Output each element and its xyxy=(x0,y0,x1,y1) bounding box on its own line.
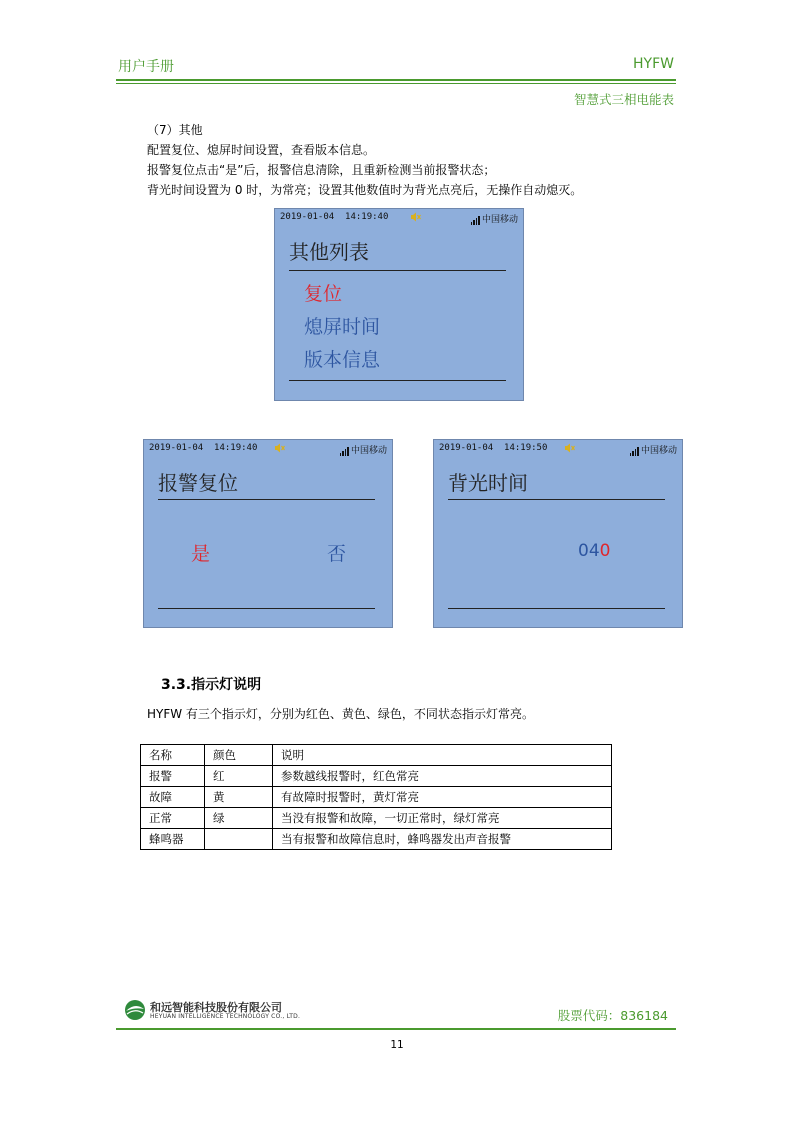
screen-backlight-time xyxy=(433,439,683,628)
table-cell: 参数越线报警时，红色常亮 xyxy=(273,766,612,787)
page-number: 11 xyxy=(390,1039,404,1051)
header-subtitle: 智慧式三相电能表 xyxy=(573,92,674,107)
screen-alarm-reset xyxy=(143,439,393,628)
option-yes[interactable]: 是 xyxy=(191,543,211,565)
section7-heading: （7）其他 xyxy=(147,123,203,137)
company-name-en: HEYUAN INTELLIGENCE TECHNOLOGY CO., LTD. xyxy=(150,1013,301,1020)
mute-icon xyxy=(564,442,576,454)
section7-line-1: 配置复位、熄屏时间设置，查看版本信息。 xyxy=(147,143,376,157)
signal-icon xyxy=(340,446,350,456)
screen-title-rule xyxy=(448,499,665,500)
mute-icon xyxy=(274,442,286,454)
table-cell xyxy=(205,829,273,850)
table-cell: 黄 xyxy=(205,787,273,808)
table-row xyxy=(141,766,612,787)
status-bar xyxy=(280,212,518,226)
screen-title: 其他列表 xyxy=(289,240,369,264)
status-carrier: 中国移动 xyxy=(350,446,387,456)
table-row xyxy=(141,787,612,808)
status-datetime: 2019-01-04 14:19:40 xyxy=(280,212,389,222)
table-row xyxy=(141,829,612,850)
screen-title-rule xyxy=(289,270,506,271)
indicator-table xyxy=(140,744,612,850)
status-carrier-group xyxy=(340,443,387,456)
status-bar xyxy=(149,443,387,457)
table-cell: 报警 xyxy=(141,766,205,787)
status-datetime: 2019-01-04 14:19:50 xyxy=(439,443,548,453)
status-carrier: 中国移动 xyxy=(640,446,677,456)
table-cell: 红 xyxy=(205,766,273,787)
status-carrier: 中国移动 xyxy=(481,215,518,225)
backlight-value-digits: 04 xyxy=(578,541,600,561)
menu-item-reset[interactable]: 复位 xyxy=(304,283,343,305)
table-header-row xyxy=(141,745,612,766)
status-bar xyxy=(439,443,677,457)
table-cell: 当没有报警和故障，一切正常时，绿灯常亮 xyxy=(273,808,612,829)
section-title: 3.3.指示灯说明 xyxy=(161,677,262,693)
table-header: 名称 xyxy=(141,745,205,766)
backlight-value[interactable] xyxy=(578,541,610,561)
table-row xyxy=(141,808,612,829)
table-cell: 有故障时报警时，黄灯常亮 xyxy=(273,787,612,808)
table-cell: 当有报警和故障信息时，蜂鸣器发出声音报警 xyxy=(273,829,612,850)
screen-title-rule xyxy=(158,499,375,500)
screen-bottom-rule xyxy=(448,608,665,609)
backlight-value-cursor-digit: 0 xyxy=(599,541,611,561)
table-cell: 蜂鸣器 xyxy=(141,829,205,850)
section-intro: HYFW 有三个指示灯，分别为红色、黄色、绿色，不同状态指示灯常亮。 xyxy=(147,707,534,721)
table-cell: 正常 xyxy=(141,808,205,829)
menu-item-screen-off-time[interactable]: 熄屏时间 xyxy=(304,316,381,338)
signal-icon xyxy=(471,215,481,225)
table-header: 说明 xyxy=(273,745,612,766)
menu-item-version-info[interactable]: 版本信息 xyxy=(304,349,381,371)
mute-icon xyxy=(410,211,422,223)
screen-bottom-rule xyxy=(158,608,375,609)
status-carrier-group xyxy=(630,443,677,456)
screen-other-list xyxy=(274,208,524,401)
company-name-cn: 和远智能科技股份有限公司 xyxy=(150,1001,282,1014)
screen-title: 背光时间 xyxy=(448,471,528,495)
table-header: 颜色 xyxy=(205,745,273,766)
table-cell: 绿 xyxy=(205,808,273,829)
screen-title: 报警复位 xyxy=(158,471,238,495)
section7-line-2: 报警复位点击“是”后，报警信息清除，且重新检测当前报警状态； xyxy=(147,163,496,177)
status-carrier-group xyxy=(471,212,518,225)
table-cell: 故障 xyxy=(141,787,205,808)
header-title: 用户手册 xyxy=(118,59,174,75)
screen-bottom-rule xyxy=(289,380,506,381)
status-datetime: 2019-01-04 14:19:40 xyxy=(149,443,258,453)
company-logo-icon xyxy=(123,999,147,1021)
signal-icon xyxy=(630,446,640,456)
section7-line-3: 背光时间设置为 0 时，为常亮；设置其他数值时为背光点亮后，无操作自动熄灭。 xyxy=(147,183,583,197)
option-no[interactable]: 否 xyxy=(327,543,347,565)
header-brand: HYFW xyxy=(633,56,674,72)
stock-code: 股票代码：836184 xyxy=(557,1008,668,1023)
footer-divider xyxy=(116,1028,676,1030)
header-divider xyxy=(116,79,676,81)
header-divider-thin xyxy=(116,83,676,84)
